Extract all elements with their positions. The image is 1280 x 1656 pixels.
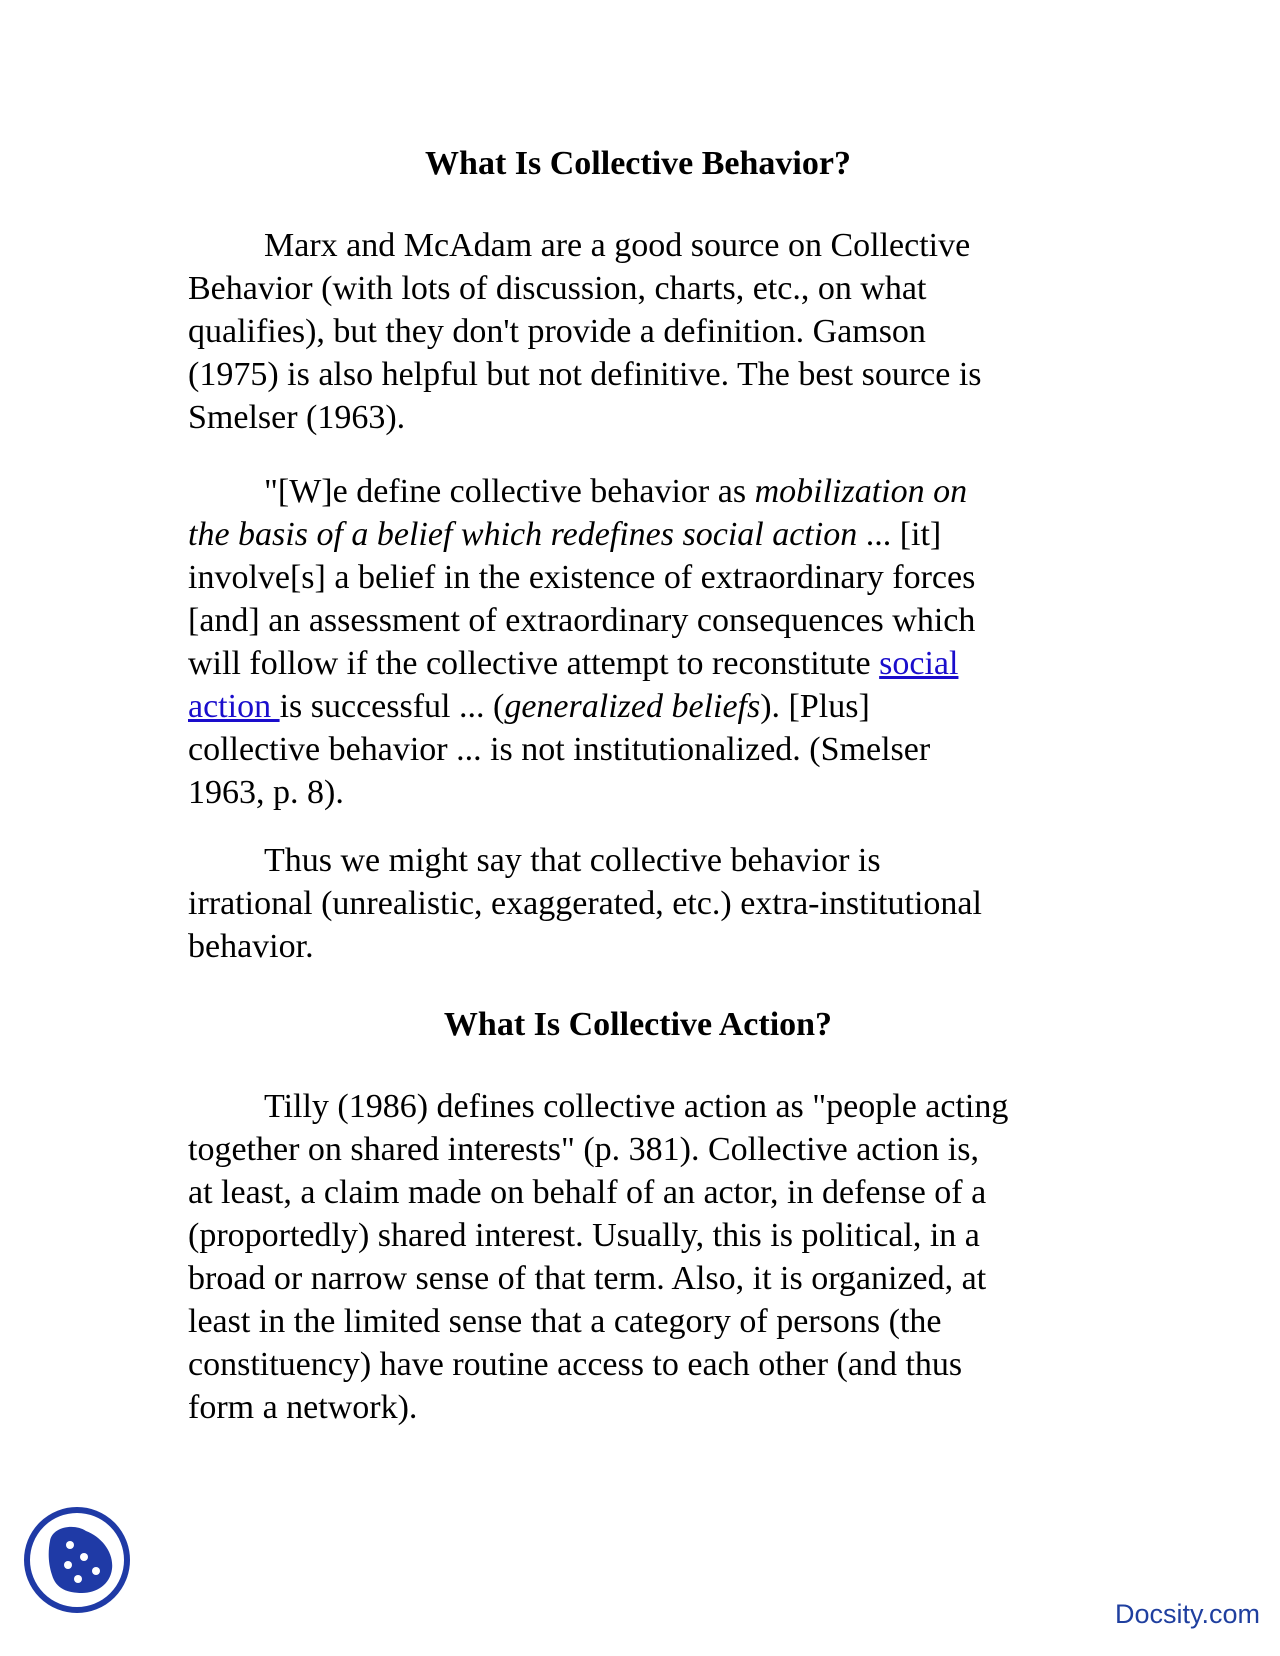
paragraph-line: form a network). bbox=[188, 1389, 418, 1426]
docsity-brand-text[interactable]: Docsity.com bbox=[1114, 1599, 1260, 1629]
docsity-logo-icon bbox=[22, 1505, 132, 1615]
quote-text: "[W]e define collective behavior as bbox=[264, 473, 755, 510]
paragraph-line: at least, a claim made on behalf of an actor, in defense of a bbox=[188, 1174, 987, 1211]
paragraph-line: Marx and McAdam are a good source on Collective bbox=[264, 227, 971, 264]
social-action-link-continued[interactable]: action bbox=[188, 688, 280, 725]
section-heading-collective-action: What Is Collective Action? bbox=[443, 1006, 833, 1043]
paragraph-line: Tilly (1986) defines collective action as "people acting bbox=[264, 1088, 1009, 1125]
paragraph-line: irrational (unrealistic, exaggerated, etc.) extra-institutional bbox=[188, 885, 982, 922]
social-action-link[interactable]: social bbox=[879, 645, 959, 682]
paragraph-line: Smelser (1963). bbox=[188, 399, 406, 436]
paragraph-line bbox=[188, 513, 1088, 556]
quote-emphasis: the basis of a belief which redefines social action bbox=[188, 516, 858, 553]
paragraph-line: Behavior (with lots of discussion, charts, etc., on what bbox=[188, 270, 927, 307]
paragraph-line: constituency) have routine access to each other (and thus bbox=[188, 1346, 963, 1383]
paragraph-line: behavior. bbox=[188, 928, 314, 965]
quote-text: will follow if the collective attempt to reconstitute bbox=[188, 645, 880, 682]
paragraph-conclusion bbox=[188, 839, 1088, 968]
paragraph-line: (1975) is also helpful but not definitive. The best source is bbox=[188, 356, 982, 393]
paragraph-line: 1963, p. 8). bbox=[188, 774, 344, 811]
section-heading-collective-behavior: What Is Collective Behavior? bbox=[425, 145, 851, 182]
paragraph-line: Thus we might say that collective behavior is bbox=[264, 842, 881, 879]
paragraph-line: qualifies), but they don't provide a definition. Gamson bbox=[188, 313, 926, 350]
quote-emphasis: generalized beliefs bbox=[504, 688, 761, 725]
paragraph-sources bbox=[188, 224, 1088, 439]
paragraph-smelser-quote bbox=[188, 470, 1088, 814]
quote-text: ... [it] bbox=[857, 516, 942, 553]
paragraph-line bbox=[188, 685, 1088, 728]
paragraph-tilly bbox=[188, 1085, 1088, 1429]
quote-text: is successful ... ( bbox=[279, 688, 505, 725]
paragraph-line: least in the limited sense that a category of persons (the bbox=[188, 1303, 942, 1340]
paragraph-line: (proportedly) shared interest. Usually, this is political, in a bbox=[188, 1217, 980, 1254]
paragraph-line: involve[s] a belief in the existence of extraordinary forces bbox=[188, 559, 976, 596]
quote-text: ). [Plus] bbox=[760, 688, 870, 725]
paragraph-line: [and] an assessment of extraordinary consequences which bbox=[188, 602, 976, 639]
paragraph-line: together on shared interests" (p. 381). Collective action is, bbox=[188, 1131, 979, 1168]
paragraph-line: broad or narrow sense of that term. Also, it is organized, at bbox=[188, 1260, 987, 1297]
paragraph-line: collective behavior ... is not institutionalized. (Smelser bbox=[188, 731, 931, 768]
paragraph-line bbox=[188, 470, 1088, 513]
quote-emphasis: mobilization on bbox=[754, 473, 968, 510]
paragraph-line bbox=[188, 642, 1088, 685]
